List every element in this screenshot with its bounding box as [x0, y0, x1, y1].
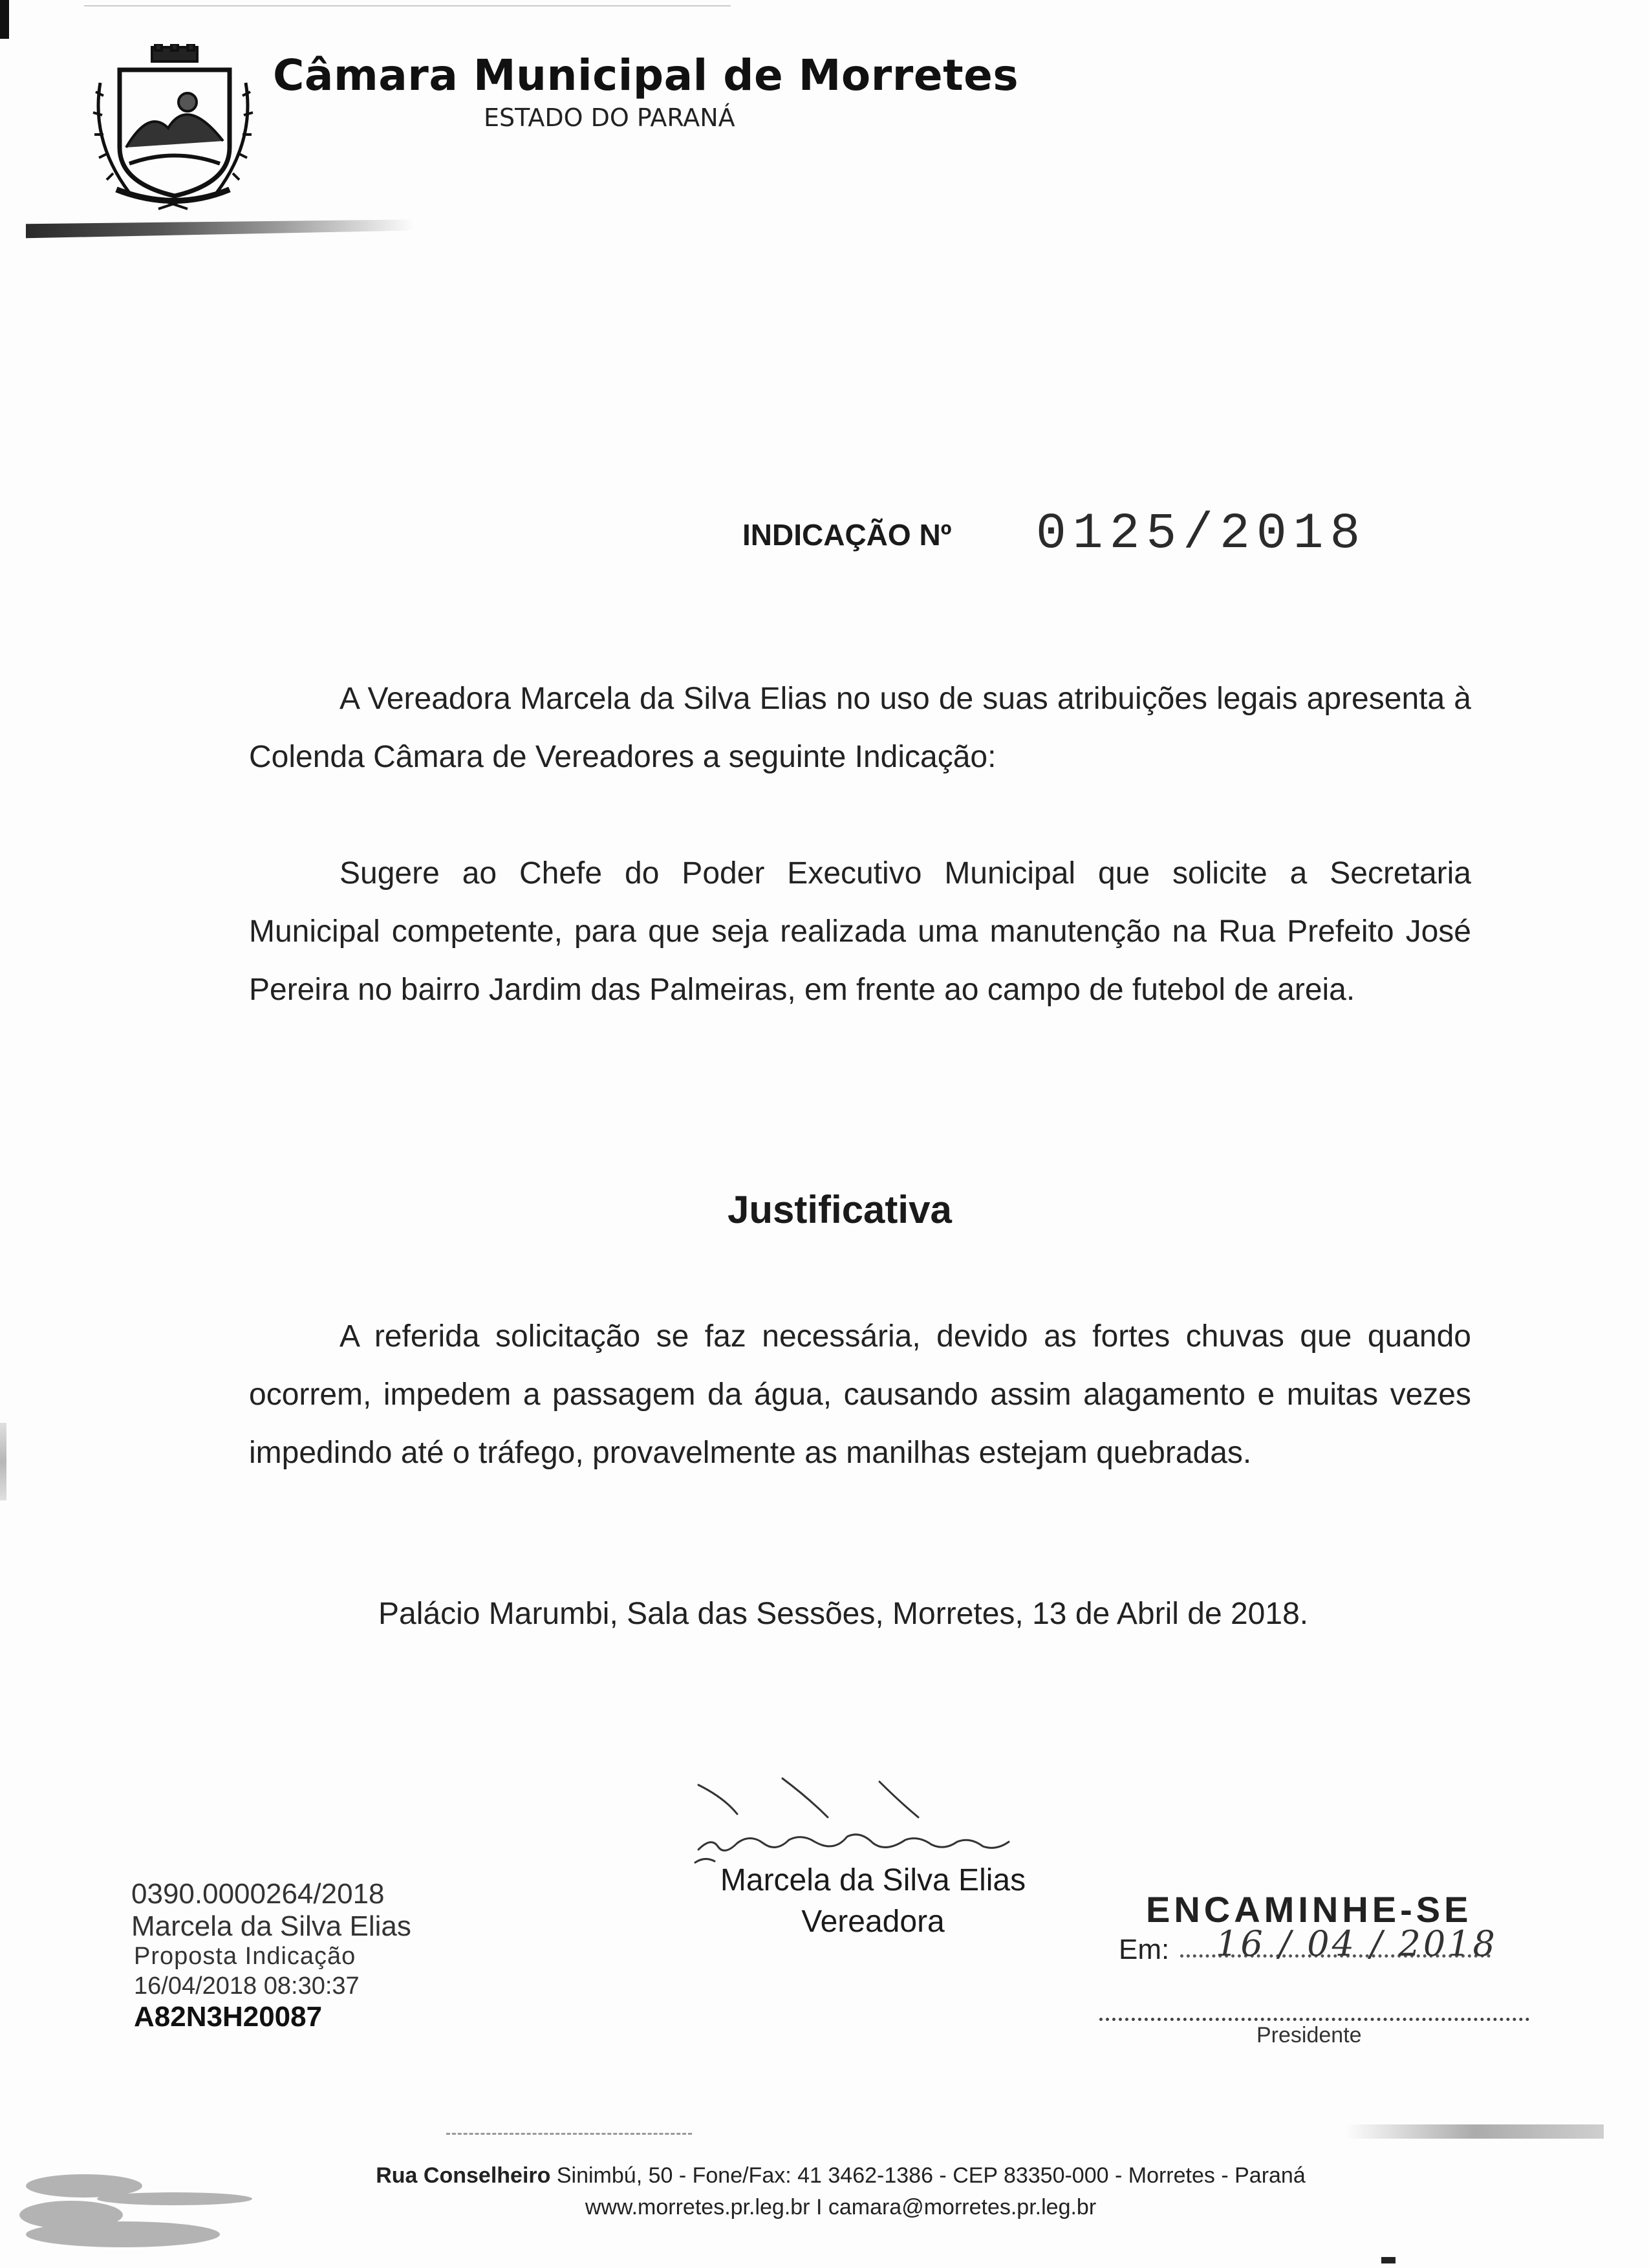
president-label: Presidente — [1256, 2023, 1362, 2047]
signer-name: Marcela da Silva Elias — [720, 1863, 1026, 1897]
footer-decoration — [13, 2147, 285, 2257]
protocol-code: A82N3H20087 — [134, 2001, 323, 2033]
scan-bottom-mark — [1381, 2257, 1396, 2263]
date-line: Palácio Marumbi, Sala das Sessões, Morretes, 13 de Abril de 2018. — [378, 1597, 1309, 1631]
organization-name: Câmara Municipal de Morretes — [273, 50, 1019, 100]
justification-heading: Justificativa — [727, 1188, 952, 1231]
justification-paragraph: A referida solicitação se faz necessária, devido as fortes chuvas que quando ocorrem, impedem a passagem da água, causando assim alagamento e muitas vezes impedindo até o tráfego, provavelmente as manilhas estejam quebradas. — [249, 1319, 1471, 1470]
protocol-datetime: 16/04/2018 08:30:37 — [134, 1972, 360, 2000]
forward-stamp-em-label: Em: — [1119, 1934, 1170, 1965]
protocol-type: Proposta Indicação — [134, 1943, 356, 1970]
handwritten-signature — [685, 1772, 1061, 1869]
protocol-author: Marcela da Silva Elias — [131, 1910, 411, 1942]
footer-street: Rua Conselheiro — [376, 2163, 551, 2188]
scan-edge-mark — [0, 0, 9, 39]
signer-role: Vereadora — [801, 1905, 945, 1939]
indicacao-label: INDICAÇÃO Nº — [742, 518, 952, 552]
indicacao-number: 0125/2018 — [1036, 506, 1367, 563]
request-paragraph: Sugere ao Chefe do Poder Executivo Municipal que solicite a Secretaria Municipal competente, para que seja realizada uma manutenção na Rua Prefeito José Pereira no bairro Jardim das Palmeiras, em frente ao campo de futebol de areia. — [249, 856, 1471, 1007]
footer-web-contact: www.morretes.pr.leg.br I camara@morretes.pr.leg.br — [585, 2195, 1097, 2219]
header-divider-band — [26, 217, 414, 239]
forward-stamp-handwritten-date: 16 / 04 / 2018 — [1216, 1923, 1498, 1964]
footer-scan-band — [1345, 2124, 1604, 2139]
scan-top-line — [84, 5, 731, 6]
municipal-crest-icon — [91, 44, 255, 212]
footer-address — [291, 2163, 1390, 2188]
footer-address-rest: Sinimbú, 50 - Fone/Fax: 41 3462-1386 - CEP 83350-000 - Morretes - Paraná — [550, 2163, 1306, 2188]
forward-stamp-title: ENCAMINHE-SE — [1146, 1889, 1472, 1930]
protocol-number: 0390.0000264/2018 — [131, 1878, 385, 1910]
scan-edge-smudge — [0, 1423, 6, 1500]
intro-paragraph: A Vereadora Marcela da Silva Elias no uso de suas atribuições legais apresenta à Colenda Câmara de Vereadores a seguinte Indicação: — [249, 682, 1471, 774]
footer-dashed-line — [446, 2133, 692, 2135]
organization-state: ESTADO DO PARANÁ — [484, 103, 735, 132]
president-signature-line — [1099, 2018, 1529, 2021]
